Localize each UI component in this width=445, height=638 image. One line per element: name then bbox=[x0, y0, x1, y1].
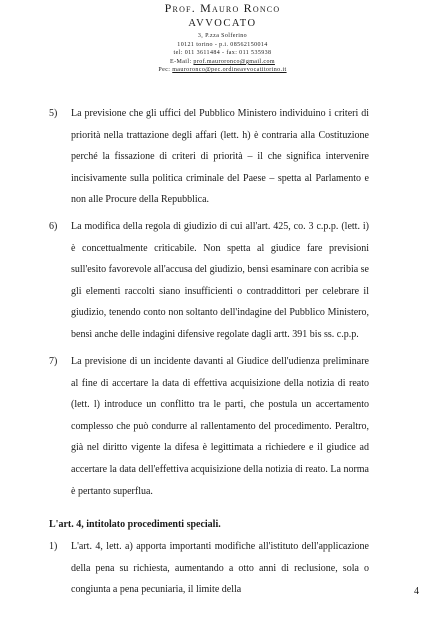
item-text: La previsione che gli uffici del Pubblico Ministero individuino i criteri di priorità nella trattazione degli affari (lett. h) è contraria alla Costituzione perché la fissazione di criteri di priorità – il che significa intervenire incisivamente sulla politica criminale del Paese – spetta al Parlamento e non alle Procure della Repubblica. bbox=[71, 108, 369, 206]
list-item-6 bbox=[49, 216, 369, 346]
item-text: L'art. 4, lett. a) apporta importanti modifiche all'istituto dell'applicazione della pena su richiesta, aumentando a otto anni di reclusione, sola o congiunta a pena pecuniaria, il limite della bbox=[71, 541, 369, 596]
list-item-5 bbox=[49, 103, 369, 211]
list-item-section-1 bbox=[49, 536, 369, 601]
letterhead bbox=[0, 0, 445, 75]
letterhead-phone-fax: tel: 011 3611484 - fax: 011 535938 bbox=[173, 50, 272, 57]
letterhead-address: 3, P.zza Solferino bbox=[197, 33, 248, 39]
pec-label: Pec: bbox=[158, 67, 173, 74]
item-number: 6) bbox=[49, 221, 58, 232]
item-number: 7) bbox=[49, 356, 58, 367]
list-item-7-block bbox=[49, 351, 369, 502]
section-heading: L'art. 4, intitolato procedimenti speciali. bbox=[49, 519, 221, 530]
email-label: E-Mail: bbox=[170, 58, 194, 65]
pec-link[interactable]: mauroronco@pec.ordineavvocatitorino.it bbox=[172, 67, 287, 74]
letterhead-city-vat: 10121 torino - p.i. 08562150014 bbox=[177, 41, 268, 48]
item-text: La modifica della regola di giudizio di cui all'art. 425, co. 3 c.p.p. (lett. i) è concettualmente criticabile. Non spetta al giudice fare previsioni sull'esito favorevole all'accusa del giudizio, bensì esaminare con acribia se gli elementi raccolti siano insufficienti o contraddittori per celebrare il giudizio, tenendo conto non soltanto dell'indagine del Pubblico Ministero, bensì anche delle indagini difensive regolate dagli artt. 391 bis ss. c.p.p. bbox=[71, 221, 369, 340]
letterhead-email-line bbox=[0, 58, 445, 67]
item-number: 1) bbox=[49, 541, 58, 552]
item-number: 5) bbox=[49, 108, 58, 119]
page-number: 4 bbox=[414, 586, 419, 597]
letterhead-name: Prof. Mauro Ronco bbox=[164, 1, 281, 15]
email-link[interactable]: prof.mauroronco@gmail.com bbox=[193, 58, 275, 65]
letterhead-title: AVVOCATO bbox=[188, 18, 257, 29]
item-text: La previsione di un incidente davanti al Giudice dell'udienza preliminare al fine di accertare la data di effettiva acquisizione della notizia di reato (lett. l) introduce un conflitto tra le parti, che postula un accertamento complesso che può condurre al rallentamento del procedimento. Peraltro, già nel diritto vigente la difesa è legittimata a richiedere e il giudice ad accertare la data dell'effettiva acquisizione della notizia di reato. La norma è pertanto superflua. bbox=[71, 356, 369, 497]
letterhead-pec-line bbox=[0, 66, 445, 75]
